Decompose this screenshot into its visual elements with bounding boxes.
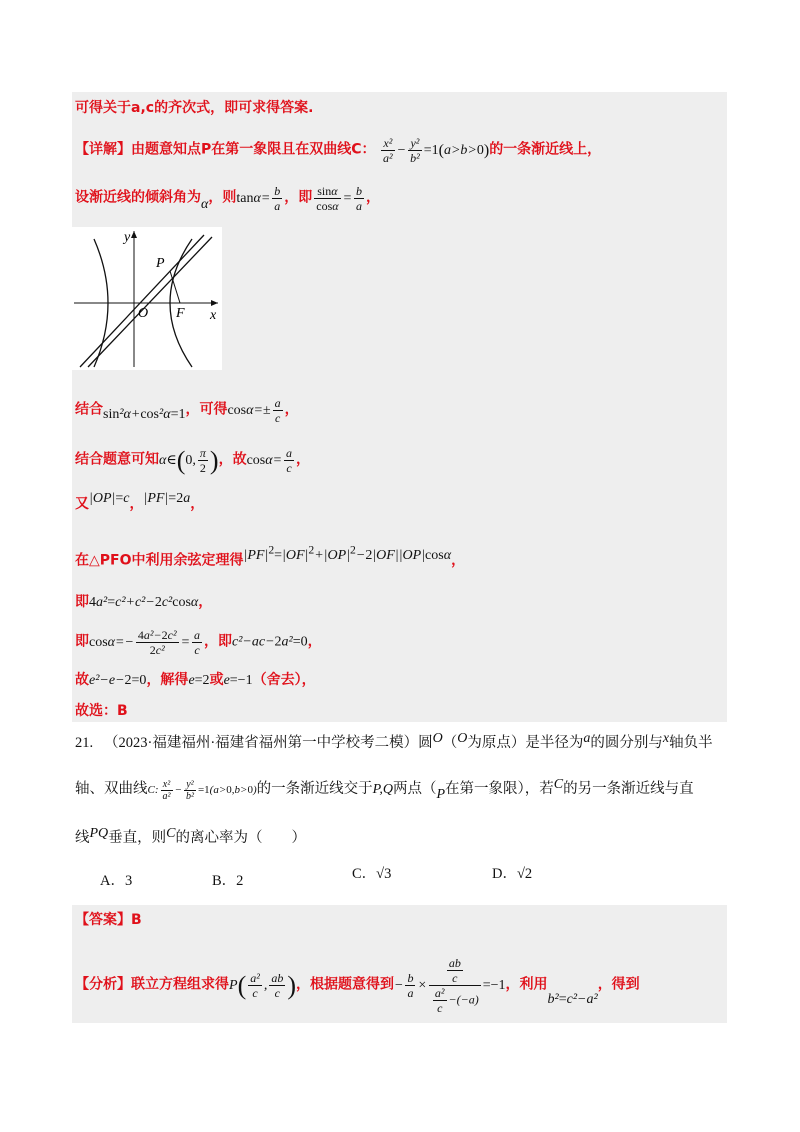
choose-line: 故选：B [75,703,128,719]
tangent-line: 设渐近线的倾斜角为α，则tanα= $\frac{b}{a}$ ，即 $\frac{\sin\alpha}{\cos\alpha}$ = $\frac{b}{a}$ ， [75,184,381,213]
y-axis-label: y [124,230,131,245]
origin-label: O [138,306,149,321]
question-line-2: 轴、双曲线C: $\frac{\text{x²}}{\text{a²}}$ − $\frac{\text{y²}}{\text{b²}}$ =1(a>0,b>0)的一条渐近线交于P,Q两点（P在第一象限），若C的另一条渐近线与直 [75,777,694,803]
detail-line: 【详解】由题意知点P在第一象限且在双曲线C： $\frac{\text{x²}}{\text{a²}}$ − $\frac{\text{y²}}{\text{b²}}$ =1(a>b>0)的一条渐近线上， [75,136,602,165]
lengths-line: 又|OP|=c，|PF|=2a， [75,491,205,512]
eccentricity-line: 故e²−e−2=0，解得e=2或e=−1（舍去）， [75,672,316,688]
question-line-1: 21. （2023·福建福州·福建省福州第一中学校考二模）圆O（O为原点）是半径为a的圆分别与x轴负半 [75,731,713,751]
identity-line: 结合sin²α+cos²α=1，可得cosα=± $\frac{a}{c}$ ， [75,396,299,425]
cosine-law-line: 在△PFO中利用余弦定理得$|PF|^2=|OF|^2+|OP|^2-2|OF||OP|\cos\alpha$， [75,543,466,569]
equation-line-2: 即cosα=− $\frac{\text{4a²−2c²}}{\text{2c²}}$ = $\frac{a}{c}$ ，即c²−ac−2a²=0， [75,628,322,657]
x-axis-label: x [210,308,217,323]
hyperbola-figure [72,227,222,370]
analysis-line: 【分析】联立方程组求得P( $\frac{\text{a²}}{c}$ , $\frac{ab}{c}$ )，根据题意得到− $\frac{b}{a}$ × $\frac{ab}{c}$ $\frac{\text{a²}}{c}$ −(−a) =−1，利用b²=c²−a²，得到 [75,956,640,1015]
choice-b[interactable]: B．2 [212,873,244,889]
choice-d[interactable]: D．√2 [492,866,533,882]
equation-line-1: 即4a²=c²+c²−2c²cosα， [75,594,213,610]
hyperbola-diagram [72,227,222,370]
focus-label: F [176,306,185,321]
answer-line: 【答案】B [75,912,142,928]
point-p-label: P [156,256,165,271]
choice-a[interactable]: A．3 [100,873,133,889]
range-line: 结合题意可知α∈(0, $\frac{\pi}{2}$ )，故cosα= $\frac{a}{c}$ ， [75,445,311,475]
solution-line-1: 可得关于a,c的齐次式，即可求得答案. [75,100,314,116]
choice-c[interactable]: C．√3 [352,866,392,882]
question-line-3: 线PQ垂直，则C的离心率为（ ） [75,826,307,846]
